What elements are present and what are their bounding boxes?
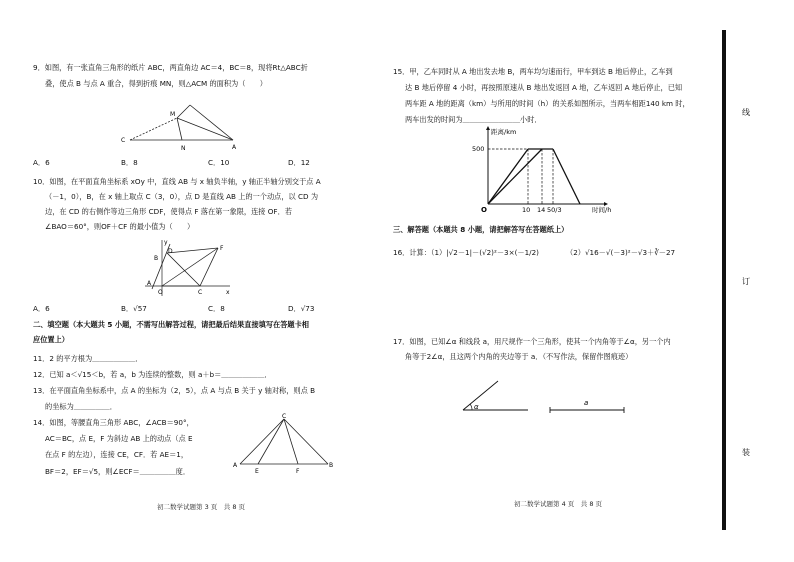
- q10-fig-label-x: x: [226, 289, 230, 296]
- q10-fig-label-c: C: [198, 289, 203, 296]
- q9-option-a: A．6: [33, 158, 50, 167]
- footer-right: 初二数学试题第 4 页 共 8 页: [514, 500, 603, 508]
- section3-heading: 三、解答题（本题共 8 小题，请把解答写在答题纸上）: [393, 225, 569, 234]
- q15-chart: [470, 124, 620, 220]
- q14-figure: [228, 412, 338, 478]
- q17-figure: [458, 376, 698, 416]
- q9-option-d: D．12: [288, 158, 310, 167]
- q10-line2: （－1，0），B，在 x 轴上取点 C（3，0），点 D 是直线 AB 上的一个动点，以 CD 为: [45, 192, 319, 201]
- q9-figure: [120, 100, 250, 155]
- q15-line1: 15．甲，乙车同时从 A 地出发去地 B，两车均匀速而行，甲车到达 B 地后停止，乙车到: [393, 67, 673, 76]
- q15-chart-ylabel: 距离/km: [491, 128, 517, 136]
- sidebar-label-1: 线: [742, 108, 750, 117]
- q15-chart-xtick-3: 50/3: [547, 206, 562, 214]
- q10-line3: 边，在 CD 的右侧作等边三角形 CDF，使得点 F 落在第一象限，连接 OF．若: [45, 207, 292, 216]
- section2-heading-line2: 应位置上）: [33, 335, 69, 344]
- q14-line3: 在点 F 的左边），连接 CE，CF．若 AE＝1，: [45, 450, 189, 459]
- q9-fig-label-c: C: [121, 137, 126, 144]
- q15-line3: 两车距 A 地的距离（km）与所用的时间（h）的关系如图所示，当两车相距140 km 时，: [405, 99, 690, 108]
- q10-option-a: A．6: [33, 304, 50, 313]
- q10-option-b: B．√57: [121, 304, 147, 313]
- q9-fig-label-a: A: [232, 144, 237, 151]
- q15-chart-xlabel: 时间/h: [592, 206, 612, 214]
- footer-left: 初二数学试题第 3 页 共 8 页: [157, 503, 246, 511]
- q9-option-b: B．8: [121, 158, 138, 167]
- q11: 11．2 的平方根为＿＿＿＿＿＿．: [33, 354, 143, 363]
- q9-fig-label-n: N: [181, 145, 186, 152]
- q15-line2: 达 B 地后停留 4 小时，再按照原速从 B 地出发返回 A 地，乙车返回 A 地后停止，已知: [405, 83, 683, 92]
- q10-fig-label-f: F: [220, 245, 224, 252]
- q10-fig-label-o: O: [158, 289, 163, 296]
- q10-fig-label-d: D: [168, 248, 173, 255]
- q9-line1: 9．如图，有一张直角三角形的纸片 ABC，两直角边 AC＝4，BC＝8，现将Rt△ABC折: [33, 63, 308, 72]
- q17-line1: 17．如图，已知∠α 和线段 a，用尺规作一个三角形，使其一个内角等于∠α，另一个内: [393, 337, 671, 346]
- q14-fig-label-f: F: [296, 468, 300, 475]
- sidebar-label-3: 装: [742, 448, 750, 457]
- q9-fig-label-m: M: [170, 111, 176, 118]
- q17-line2: 角等于2∠α，且这两个内角的夹边等于 a．（不写作法，保留作图痕迹）: [405, 352, 633, 361]
- q10-option-c: C．8: [208, 304, 225, 313]
- q17-angle-alpha-label: α: [474, 403, 479, 411]
- q10-figure: [140, 236, 240, 301]
- q10-line4: ∠BAO＝60°，则OF＋CF 的最小值为（ ）: [45, 222, 195, 231]
- q14-fig-label-b: B: [329, 462, 334, 469]
- sidebar-label-2: 订: [742, 277, 750, 286]
- q10-fig-label-y: y: [164, 239, 168, 246]
- q10-option-d: D．√73: [288, 304, 315, 313]
- q15-chart-xtick-1: 10: [522, 206, 531, 214]
- q14-fig-label-c: C: [282, 413, 287, 420]
- q15-line4: 两车出发的时间为＿＿＿＿＿＿＿＿小时．: [405, 115, 542, 124]
- binding-line: [722, 30, 726, 530]
- q16-part2: （2）√16－√(－3)²－√3＋∛－27: [566, 248, 676, 257]
- q9-line2: 叠，使点 B 与点 A 重合，得到折痕 MN，则△ACM 的面积为（ ）: [45, 79, 267, 88]
- q10-fig-label-a: A: [147, 280, 152, 287]
- q13-line2: 的坐标为＿＿＿＿＿．: [45, 402, 117, 411]
- q14-line4: BF＝2，EF＝√5，则∠ECF＝＿＿＿＿＿度．: [45, 467, 191, 476]
- q14-fig-label-e: E: [255, 468, 259, 475]
- q14-line1: 14．如图，等腰直角三角形 ABC，∠ACB＝90°，: [33, 418, 194, 427]
- q15-chart-ytick: 500: [472, 145, 485, 153]
- q10-line1: 10．如图，在平面直角坐标系 xOy 中，直线 AB 与 x 轴负半轴，y 轴正半轴分别交于点 A: [33, 177, 321, 186]
- q15-chart-origin: O: [481, 206, 487, 214]
- q17-segment-a-label: a: [584, 399, 589, 407]
- q15-chart-xtick-2: 14: [537, 206, 546, 214]
- q10-fig-label-b: B: [154, 255, 159, 262]
- q13-line1: 13．在平面直角坐标系中，点 A 的坐标为（2，5），点 A 与点 B 关于 y 轴对称，则点 B: [33, 386, 316, 395]
- section2-heading-line1: 二、填空题（本大题共 5 小题，不需写出解答过程，请把最后结果直接填写在答题卡相: [33, 320, 309, 329]
- q14-line2: AC＝BC，点 E，F 为斜边 AB 上的动点（点 E: [45, 434, 193, 443]
- q14-fig-label-a: A: [233, 462, 238, 469]
- q12: 12．已知 a＜√15＜b，若 a，b 为连续的整数，则 a＋b＝＿＿＿＿＿＿．: [33, 370, 272, 379]
- q16-part1: 16．计算：（1）|√2－1|－(√2)²－3×(－1/2): [393, 248, 539, 257]
- q9-option-c: C．10: [208, 158, 230, 167]
